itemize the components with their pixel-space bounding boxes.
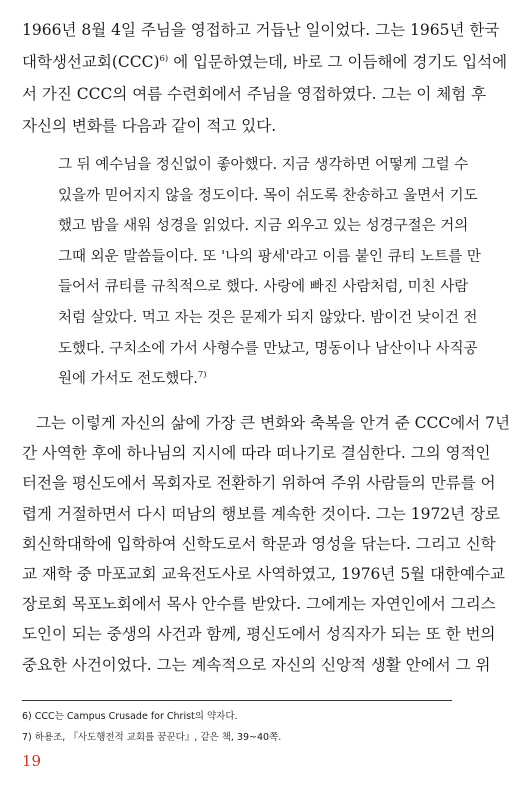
footnote-7: 7) 하용조, 『사도행전적 교회를 꿈꾼다』, 같은 책, 39~40쪽. <box>22 732 282 743</box>
quote-line: 그때 외운 말씀들이다. 또 '나의 팡세'라고 이름 붙인 큐티 노트를 만 <box>58 248 481 265</box>
quote-line: 처럼 살았다. 먹고 자는 것은 문제가 되지 않았다. 밤이건 낮이건 전 <box>58 309 478 326</box>
text-line: 중요한 사건이었다. 그는 계속적으로 자신의 신앙적 생활 안에서 그 위 <box>22 655 491 674</box>
text-line: 자신의 변화를 다음과 같이 적고 있다. <box>22 117 277 135</box>
text-line <box>22 46 508 78</box>
quote-line: 도했다. 구치소에 가서 사형수를 만났고, 명동이나 남산이나 사직공 <box>58 340 478 357</box>
footnote-ref-7[interactable]: 7) <box>197 370 207 381</box>
quote-line: 그 뒤 예수님을 정신없이 좋아했다. 지금 생각하면 어떻게 그럴 수 <box>58 157 469 173</box>
text-line: 회신학대학에 입학하여 신학도로서 학문과 영성을 닦는다. 그리고 신학 <box>22 534 496 553</box>
text-fragment: 원에 가서도 전도했다. <box>58 371 198 388</box>
body-paragraph-2 <box>22 408 510 680</box>
quote-line <box>58 364 450 395</box>
text-line: 도인이 되는 중생의 사건과 함께, 평신도에서 성직자가 되는 또 한 번의 <box>22 625 496 644</box>
body-paragraph-1 <box>22 14 508 142</box>
block-quote <box>58 150 481 395</box>
footnotes <box>22 706 452 748</box>
footnote-divider <box>22 700 452 701</box>
text-line: 장로회 목포노회에서 목사 안수를 받았다. 그에게는 자연인에서 그리스 <box>22 595 496 614</box>
text-fragment: 대학생선교회(CCC) <box>22 53 160 71</box>
text-line: 간 사역한 후에 하나님의 지시에 따라 떠나기로 결심한다. 그의 영적인 <box>22 444 491 463</box>
text-line: 터전을 평신도에서 목회자로 전환하기 위하여 주위 사람들의 만류를 어 <box>22 474 496 493</box>
quote-line: 했고 밤을 새워 성경을 읽었다. 지금 외우고 있는 성경구절은 거의 <box>58 218 469 235</box>
text-fragment: 에 입문하였는데, 바로 그 이듬해에 경기도 입석에 <box>173 53 508 71</box>
text-line: 1966년 8월 4일 주님을 영접하고 거듭난 일이었다. 그는 1965년 한국 <box>22 21 500 39</box>
text-line: 그는 이렇게 자신의 삶에 가장 큰 변화와 축복을 안겨 준 CCC에서 7년 <box>36 414 510 432</box>
footnote-6: 6) CCC는 Campus Crusade for Christ의 약자다. <box>22 711 238 722</box>
footnote-ref-6[interactable]: 6) <box>159 53 169 64</box>
quote-line: 있을까 믿어지지 않을 정도이다. 목이 쉬도록 찬송하고 울면서 기도 <box>58 187 478 204</box>
text-line: 렵게 거절하면서 다시 떠남의 행보를 계속한 것이다. 그는 1972년 장로 <box>22 504 501 523</box>
text-line: 교 재학 중 마포교회 교육전도사로 사역하였고, 1976년 5월 대한예수교 <box>22 564 505 583</box>
quote-line: 들어서 큐티를 규칙적으로 했다. 사랑에 빠진 사람처럼, 미친 사람 <box>58 279 469 296</box>
text-line: 서 가진 CCC의 여름 수련회에서 주님을 영접하였다. 그는 이 체험 후 <box>22 85 487 103</box>
page-number: 19 <box>22 752 42 770</box>
